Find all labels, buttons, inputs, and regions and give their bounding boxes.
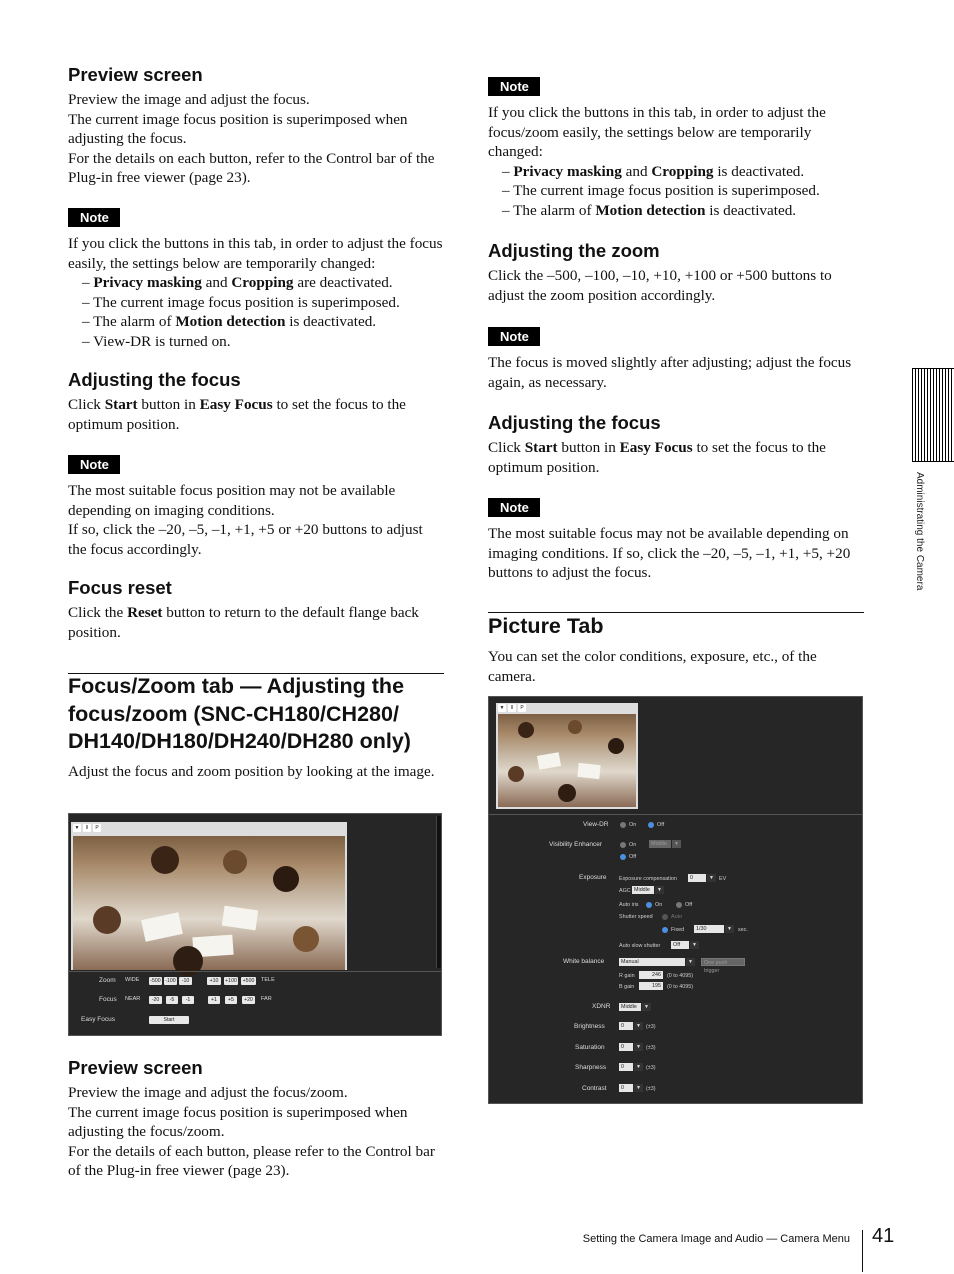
note-badge: Note bbox=[488, 327, 540, 346]
adjusting-zoom-text: Click the –500, –100, –10, +10, +100 or +500 buttons to adjust the zoom position accordingly. bbox=[488, 267, 832, 304]
paragraph: The most suitable focus position may not be available depending on imaging conditions. bbox=[68, 482, 396, 519]
capture-icon[interactable]: P bbox=[93, 824, 101, 832]
chevron-down-icon: ▼ bbox=[642, 1003, 651, 1011]
section-intro: Adjust the focus and zoom position by looking at the image. bbox=[68, 763, 435, 780]
zoom-minus-100-button[interactable]: -100 bbox=[165, 978, 176, 984]
b-gain-input[interactable]: 195 bbox=[639, 982, 663, 990]
note-text bbox=[488, 103, 864, 220]
xdnr-label: XDNR bbox=[592, 1003, 611, 1010]
easy-focus-label: Easy Focus bbox=[81, 1016, 115, 1023]
visibility-enhancer-label: Visibility Enhancer bbox=[549, 841, 602, 848]
pause-icon[interactable]: II bbox=[83, 824, 91, 832]
focus-reset-heading: Focus reset bbox=[68, 577, 172, 598]
zoom-plus-500-button[interactable]: +500 bbox=[242, 978, 255, 984]
exposure-comp-label: Exposure compensation bbox=[619, 876, 677, 882]
paragraph: The current image focus position is superimposed when adjusting the focus/zoom. bbox=[68, 1103, 408, 1140]
pause-icon[interactable]: II bbox=[508, 704, 516, 712]
radio-label: Off bbox=[629, 854, 637, 860]
note-text: The most suitable focus may not be available depending on imaging conditions. If so, click the –20, –5, –1, +1, +5, +20 buttons to adjust the focus. bbox=[488, 525, 851, 581]
paragraph: If you click the buttons in this tab, in order to adjust the focus easily, the settings below are temporarily changed: bbox=[68, 235, 443, 272]
note-item: – The alarm of Motion detection is deactivated. bbox=[82, 313, 377, 330]
one-push-trigger-button[interactable]: One push trigger bbox=[701, 958, 745, 966]
footer-divider bbox=[862, 1230, 863, 1272]
focus-plus-5-button[interactable]: +5 bbox=[225, 996, 237, 1004]
note-badge: Note bbox=[68, 208, 120, 227]
adjusting-focus-text: Click Start button in Easy Focus to set the focus to the optimum position. bbox=[68, 396, 406, 433]
chevron-down-icon: ▼ bbox=[686, 958, 695, 966]
xdnr-select[interactable]: Middle bbox=[619, 1003, 641, 1011]
radio-label: Auto bbox=[671, 914, 683, 920]
chapter-tab-marker bbox=[912, 368, 954, 462]
focus-minus-20-button[interactable]: -20 bbox=[149, 996, 162, 1004]
chevron-down-icon: ▼ bbox=[707, 874, 716, 882]
note-badge: Note bbox=[488, 77, 540, 96]
chevron-down-icon: ▼ bbox=[634, 1084, 643, 1092]
chevron-down-icon: ▼ bbox=[690, 941, 699, 949]
paragraph: The current image focus position is superimposed when adjusting the focus. bbox=[68, 110, 408, 147]
tele-label: TELE bbox=[261, 977, 275, 983]
note-item: – Privacy masking and Cropping is deactivated. bbox=[502, 162, 805, 180]
saturation-label: Saturation bbox=[575, 1044, 605, 1051]
range-label: (0 to 4095) bbox=[667, 984, 694, 990]
adjusting-zoom-heading: Adjusting the zoom bbox=[488, 240, 660, 261]
note-label bbox=[68, 208, 444, 227]
note-text bbox=[68, 481, 444, 559]
preview-screen-text bbox=[68, 90, 444, 188]
ev-unit: EV bbox=[719, 876, 727, 882]
paragraph: For the details of each button, please refer to the Control bar of the Plug-in free viewer (page 23). bbox=[68, 1142, 435, 1179]
note-item: – The alarm of Motion detection is deactivated. bbox=[502, 201, 797, 219]
focus-minus-5-button[interactable]: -5 bbox=[166, 996, 178, 1004]
picture-tab-title: Picture Tab bbox=[488, 614, 604, 638]
sec-unit: sec. bbox=[738, 927, 748, 933]
camera-image bbox=[73, 836, 345, 970]
shutter-speed-label: Shutter speed bbox=[619, 914, 653, 920]
note-label bbox=[68, 455, 444, 474]
preview-screen-text-2 bbox=[68, 1083, 444, 1181]
auto-iris-label: Auto iris bbox=[619, 902, 639, 908]
shutter-auto-radio[interactable] bbox=[662, 914, 668, 920]
paragraph: Preview the image and adjust the focus. bbox=[68, 91, 310, 108]
visibility-off-radio[interactable] bbox=[620, 854, 626, 860]
auto-iris-off-radio[interactable] bbox=[676, 902, 682, 908]
radio-label: On bbox=[629, 842, 637, 848]
zoom-minus-500-button[interactable]: -500 bbox=[150, 978, 161, 984]
paragraph: Preview the image and adjust the focus/zoom. bbox=[68, 1084, 348, 1101]
auto-slow-shutter-select[interactable]: Off bbox=[671, 941, 689, 949]
focus-plus-1-button[interactable]: +1 bbox=[208, 996, 220, 1004]
brightness-label: Brightness bbox=[574, 1023, 605, 1030]
brightness-select[interactable]: 0 bbox=[619, 1022, 633, 1030]
note-item: – The current image focus position is superimposed. bbox=[502, 182, 820, 199]
note-item: – Privacy masking and Cropping are deactivated. bbox=[82, 274, 393, 291]
note-badge: Note bbox=[488, 498, 540, 517]
picture-tab-screenshot bbox=[488, 696, 863, 1104]
chevron-down-icon: ▼ bbox=[634, 1022, 643, 1030]
sharpness-select[interactable]: 0 bbox=[619, 1063, 633, 1071]
paragraph: If so, click the –20, –5, –1, +1, +5 or +20 buttons to adjust the focus accordingly. bbox=[68, 521, 423, 558]
radio-label: On bbox=[655, 902, 663, 908]
start-button[interactable]: Start bbox=[149, 1016, 189, 1024]
paragraph: If you click the buttons in this tab, in order to adjust the focus/zoom easily, the settings below are temporarily changed: bbox=[488, 104, 826, 160]
b-gain-label: B gain bbox=[619, 984, 635, 990]
view-dr-off-radio[interactable] bbox=[648, 822, 654, 828]
adjusting-focus-heading: Adjusting the focus bbox=[68, 369, 241, 390]
auto-slow-shutter-label: Auto slow shutter bbox=[619, 943, 661, 949]
focus-reset-text: Click the Reset button to return to the default flange back position. bbox=[68, 604, 419, 641]
chapter-side-label: Administrating the Camera bbox=[914, 472, 925, 591]
paragraph: For the details on each button, refer to the Control bar of the Plug-in free viewer (page 23). bbox=[68, 149, 435, 186]
focus-label: Focus bbox=[99, 996, 117, 1003]
exposure-label: Exposure bbox=[579, 874, 607, 881]
wide-label: WIDE bbox=[125, 977, 140, 983]
adjusting-focus-heading: Adjusting the focus bbox=[488, 412, 661, 433]
contrast-label: Contrast bbox=[582, 1085, 607, 1092]
range-label: (±3) bbox=[646, 1065, 656, 1071]
menu-icon[interactable]: ▼ bbox=[499, 705, 505, 711]
visibility-select[interactable]: Middle bbox=[649, 840, 671, 848]
note-badge: Note bbox=[68, 455, 120, 474]
zoom-label: Zoom bbox=[99, 977, 116, 984]
camera-image bbox=[498, 714, 636, 807]
focus-zoom-screenshot bbox=[68, 813, 442, 1036]
range-label: (±3) bbox=[646, 1024, 656, 1030]
note-text bbox=[68, 234, 444, 351]
zoom-minus-10-button[interactable]: -10 bbox=[179, 977, 192, 985]
sharpness-label: Sharpness bbox=[575, 1064, 607, 1071]
white-balance-select[interactable]: Manual bbox=[619, 958, 685, 966]
agc-select[interactable]: Middle bbox=[632, 886, 654, 894]
range-label: (±3) bbox=[646, 1045, 656, 1051]
focus-minus-1-button[interactable]: -1 bbox=[182, 996, 194, 1004]
menu-icon[interactable]: ▼ bbox=[74, 825, 80, 831]
scrollbar[interactable] bbox=[436, 816, 441, 968]
footer-text: Setting the Camera Image and Audio — Camera Menu bbox=[582, 1233, 850, 1245]
note-label bbox=[488, 498, 864, 517]
white-balance-label: White balance bbox=[563, 958, 605, 965]
adjusting-focus-text: Click Start button in Easy Focus to set the focus to the optimum position. bbox=[488, 439, 826, 476]
preview-screen-heading: Preview screen bbox=[68, 64, 203, 85]
auto-iris-on-radio[interactable] bbox=[646, 902, 652, 908]
view-dr-label: View-DR bbox=[583, 821, 609, 828]
r-gain-input[interactable]: 246 bbox=[639, 971, 663, 979]
contrast-select[interactable]: 0 bbox=[619, 1084, 633, 1092]
radio-label: Off bbox=[685, 902, 693, 908]
note-label bbox=[488, 327, 864, 346]
radio-label: Fixed bbox=[671, 927, 685, 933]
saturation-select[interactable]: 0 bbox=[619, 1043, 633, 1051]
picture-tab-intro: You can set the color conditions, exposure, etc., of the camera. bbox=[488, 648, 817, 685]
exposure-comp-select[interactable]: 0 bbox=[688, 874, 706, 882]
chevron-down-icon: ▼ bbox=[725, 925, 734, 933]
r-gain-label: R gain bbox=[619, 973, 635, 979]
capture-icon[interactable]: P bbox=[518, 704, 526, 712]
viewer-toolbar bbox=[498, 704, 526, 712]
focus-plus-20-button[interactable]: +20 bbox=[242, 996, 255, 1004]
range-label: (±3) bbox=[646, 1086, 656, 1092]
viewer-toolbar bbox=[73, 824, 103, 832]
note-item: – View-DR is turned on. bbox=[82, 332, 231, 350]
focus-zoom-tab-title: Focus/Zoom tab — Adjusting the focus/zoom (SNC-CH180/CH280/ DH140/DH180/DH240/DH280 only) bbox=[68, 674, 411, 753]
chevron-down-icon: ▼ bbox=[634, 1063, 643, 1071]
zoom-plus-100-button[interactable]: +100 bbox=[225, 978, 237, 984]
near-label: NEAR bbox=[125, 996, 141, 1002]
shutter-fixed-radio[interactable] bbox=[662, 927, 668, 933]
page-number: 41 bbox=[872, 1225, 895, 1247]
range-label: (0 to 4095) bbox=[667, 973, 694, 979]
visibility-on-radio[interactable] bbox=[620, 842, 626, 848]
note-item: – The current image focus position is superimposed. bbox=[82, 293, 400, 311]
preview-screen-heading-2: Preview screen bbox=[68, 1057, 203, 1078]
agc-label: AGC bbox=[619, 888, 631, 894]
chevron-down-icon: ▼ bbox=[672, 840, 681, 848]
zoom-plus-10-button[interactable]: +10 bbox=[207, 977, 221, 985]
shutter-fixed-select[interactable]: 1/30 bbox=[694, 925, 724, 933]
chevron-down-icon: ▼ bbox=[634, 1043, 643, 1051]
view-dr-on-radio[interactable] bbox=[620, 822, 626, 828]
chevron-down-icon: ▼ bbox=[655, 886, 664, 894]
radio-label: On bbox=[629, 822, 637, 828]
radio-label: Off bbox=[657, 822, 665, 828]
note-text: The focus is moved slightly after adjusting; adjust the focus again, as necessary. bbox=[488, 354, 852, 391]
far-label: FAR bbox=[261, 996, 272, 1002]
note-label bbox=[488, 77, 864, 96]
